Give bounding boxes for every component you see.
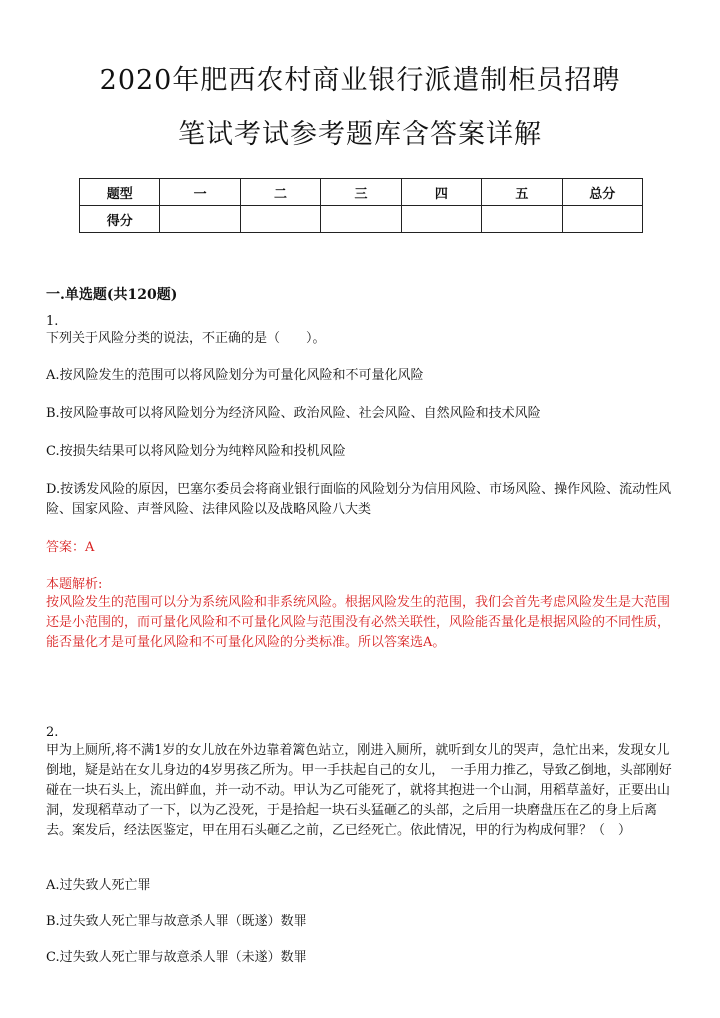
- score-table-header-row: [80, 179, 643, 206]
- question-2-stem: 甲为上厕所,将不满1岁的女儿放在外边靠着篱色站立，刚进入厕所，就听到女儿的哭声，急忙出来，发现女儿倒地，疑是站在女儿身边的4岁男孩乙所为。甲一手扶起自己的女儿， 一手用力推乙，导致乙倒地，头部刚好碰在一块石头上，流出鲜血，并一动不动。甲认为乙可能死了，就将其抱进一个山洞，用稻草盖好，正要出山洞，发现稻草动了一下，以为乙没死，于是拾起一块石头猛砸乙的头部，之后用一块磨盘压在乙的身上后离去。案发后，经法医鉴定，甲在用石头砸乙之前，乙已经死亡。依此情况，甲的行为构成何罪？（ ）: [46, 743, 672, 838]
- score-table-score-row: [80, 206, 643, 233]
- question-1-number: 1.: [46, 314, 59, 329]
- question-1-option-d: D.按诱发风险的原因，巴塞尔委员会将商业银行面临的风险划分为信用风险、市场风险、操作风险、流动性风险、国家风险、声誉风险、法律风险以及战略风险八大类: [46, 482, 672, 517]
- score-cell: [160, 206, 240, 233]
- question-2-option-b: B.过失致人死亡罪与故意杀人罪（既遂）数罪: [46, 914, 307, 929]
- score-row-label: 得分: [80, 206, 160, 233]
- document-title-line-2: 笔试考试参考题库含答案详解: [178, 119, 542, 150]
- question-2-number: 2.: [46, 725, 59, 740]
- score-header-cell: 四: [401, 179, 481, 206]
- question-2-option-c: C.过失致人死亡罪与故意杀人罪（未遂）数罪: [46, 950, 307, 965]
- score-header-cell: 三: [321, 179, 401, 206]
- score-cell: [562, 206, 642, 233]
- score-header-cell: 题型: [80, 179, 160, 206]
- question-1-analysis-label: 本题解析:: [46, 577, 103, 592]
- score-cell: [401, 206, 481, 233]
- score-cell: [482, 206, 562, 233]
- score-header-cell: 一: [160, 179, 240, 206]
- question-1-stem: 下列关于风险分类的说法，不正确的是（ ）。: [46, 331, 326, 346]
- score-cell: [321, 206, 401, 233]
- score-header-cell: 二: [240, 179, 320, 206]
- question-1-analysis: 按风险发生的范围可以分为系统风险和非系统风险。根据风险发生的范围，我们会首先考虑风险发生是大范围还是小范围的，而可量化风险和不可量化风险与范围没有必然关联性，风险能否量化是根据风险的不同性质，能否量化才是可量化风险和不可量化风险的分类标准。所以答案选A。: [46, 595, 671, 650]
- score-table: [79, 178, 643, 233]
- question-1-answer: 答案：A: [46, 540, 95, 555]
- score-header-cell: 五: [482, 179, 562, 206]
- score-header-cell: 总分: [562, 179, 642, 206]
- question-1-option-c: C.按损失结果可以将风险划分为纯粹风险和投机风险: [46, 444, 346, 459]
- question-1-option-b: B.按风险事故可以将风险划分为经济风险、政治风险、社会风险、自然风险和技术风险: [46, 406, 541, 421]
- question-1-option-a: A.按风险发生的范围可以将风险划分为可量化风险和不可量化风险: [46, 368, 424, 383]
- score-cell: [240, 206, 320, 233]
- section-title: 一.单选题(共120题): [46, 287, 178, 303]
- document-title-line-1: 2020年肥西农村商业银行派遣制柜员招聘: [99, 65, 621, 96]
- question-2-option-a: A.过失致人死亡罪: [46, 878, 151, 893]
